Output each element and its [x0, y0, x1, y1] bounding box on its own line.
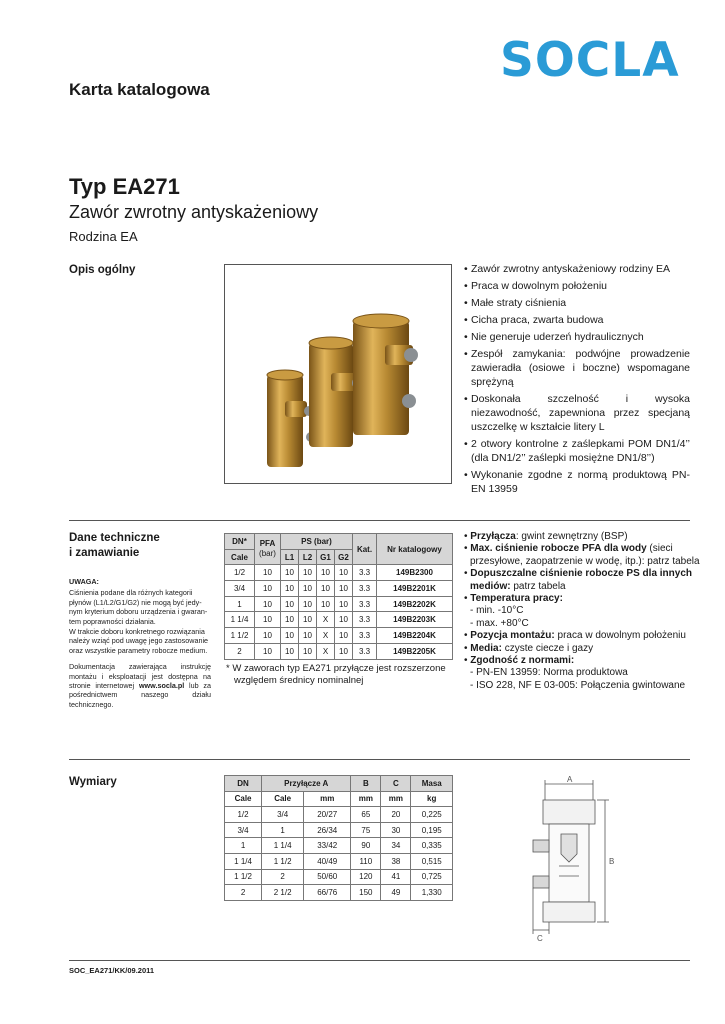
cell: 120 [351, 869, 381, 885]
spec-item: • Przyłącza: gwint zewnętrzny (BSP) [464, 531, 628, 542]
cell: 10 [317, 581, 335, 597]
cell: 3/4 [225, 822, 262, 838]
pfa-label: PFA [259, 539, 276, 549]
feature-item: • Nie generuje uderzeń hydraulicznych [464, 331, 690, 345]
table-row [225, 643, 453, 659]
cell: 10 [317, 596, 335, 612]
document-code: SOC_EA271/KK/09.2011 [69, 966, 155, 975]
col-c: C [381, 776, 411, 792]
cell: 1 [262, 822, 304, 838]
cell: 10 [255, 612, 281, 628]
dimension-drawing [521, 776, 631, 944]
section-divider [69, 759, 690, 760]
cell: 1 [225, 596, 255, 612]
cell: 10 [281, 565, 299, 581]
unit: kg [411, 791, 453, 807]
product-family: Rodzina EA [69, 229, 138, 244]
cell: 1 1/4 [262, 838, 304, 854]
cell: X [317, 643, 335, 659]
cell: 66/76 [304, 885, 351, 901]
cell: 34 [381, 838, 411, 854]
cell: 10 [335, 612, 353, 628]
cell: 10 [255, 565, 281, 581]
spec-item-cont: mediów: patrz tabela [470, 580, 566, 592]
dim-label-b: B [609, 857, 615, 866]
cell: 1 1/2 [225, 869, 262, 885]
cell: 0,195 [411, 822, 453, 838]
cell: 10 [299, 565, 317, 581]
catalog-number: 149B2202K [377, 596, 453, 612]
cell: 20 [381, 807, 411, 823]
feature-item: • 2 otwory kontrolne z zaślepkami POM DN1/4’’ (dla DN1/2’’ zaślepki mosiężne DN1/8’’) [464, 438, 690, 466]
spec-item-cont: przesyłowe, zaopatrzenie w wodę, itp.): patrz tabela [470, 555, 700, 567]
doc-text: Dokumentacja zawierająca instrukcję montażu i eksploatacji jest dostępna na stronie internetowej [69, 662, 211, 691]
cell: 0,515 [411, 853, 453, 869]
cell: 10 [299, 581, 317, 597]
catalog-number: 149B2201K [377, 581, 453, 597]
cell: 50/60 [304, 869, 351, 885]
cell: 1 1/2 [262, 853, 304, 869]
table-row [225, 596, 453, 612]
cell: 38 [381, 853, 411, 869]
logo-text: SOCLA [500, 33, 680, 84]
cell: 10 [281, 612, 299, 628]
cell: X [317, 628, 335, 644]
cell: 0,225 [411, 807, 453, 823]
col-catalog: Nr katalogowy [377, 534, 453, 565]
table-row [225, 838, 453, 854]
cell: 10 [255, 628, 281, 644]
table-row [225, 885, 453, 901]
catalog-number: 149B2205K [377, 643, 453, 659]
table-row [225, 628, 453, 644]
feature-item: • Cicha praca, zwarta budowa [464, 314, 690, 328]
cell: 10 [281, 581, 299, 597]
cell: 0,335 [411, 838, 453, 854]
cell: 41 [381, 869, 411, 885]
feature-item: • Zespół zamykania: podwójne prowadzenie zawieradła (osiowe i boczne) wspomagane sprężyną [464, 348, 690, 389]
cell: 10 [281, 596, 299, 612]
cell: 3.3 [353, 612, 377, 628]
table-row [225, 807, 453, 823]
spec-item: • Dopuszczalne ciśnienie robocze PS dla innych [464, 568, 693, 580]
spec-item: • Media: czyste ciecze i gazy [464, 642, 594, 654]
cell: 10 [335, 565, 353, 581]
cell: 10 [299, 596, 317, 612]
cell: 3.3 [353, 643, 377, 659]
unit: mm [351, 791, 381, 807]
cell: 40/49 [304, 853, 351, 869]
col-l2: L2 [299, 549, 317, 565]
cell: 10 [255, 596, 281, 612]
col-l1: L1 [281, 549, 299, 565]
cell: 90 [351, 838, 381, 854]
table-row [225, 822, 453, 838]
note-paragraph: W trakcie doboru konkretnego rozwiązania należy wziąć pod uwagę jego zastosowanie oraz wszystkie parametry robocze medium. [69, 627, 209, 655]
col-pfa [255, 534, 281, 565]
table-row [225, 612, 453, 628]
cell: 1 1/4 [225, 853, 262, 869]
cell: 3.3 [353, 565, 377, 581]
socla-logo [500, 32, 690, 84]
cell: 75 [351, 822, 381, 838]
feature-item: • Małe straty ciśnienia [464, 297, 690, 311]
cell: 2 [225, 643, 255, 659]
col-mass: Masa [411, 776, 453, 792]
cell: 110 [351, 853, 381, 869]
col-b: B [351, 776, 381, 792]
unit: mm [381, 791, 411, 807]
col-dn: DN [225, 776, 262, 792]
unit: mm [304, 791, 351, 807]
cell: 26/34 [304, 822, 351, 838]
cell: 3/4 [262, 807, 304, 823]
col-dn: DN* [225, 534, 255, 550]
cell: 10 [299, 643, 317, 659]
col-g1: G1 [317, 549, 335, 565]
feature-item: • Wykonanie zgodne z normą produktową PN-EN 13959 [464, 469, 690, 497]
cell: 20/27 [304, 807, 351, 823]
cell: X [317, 612, 335, 628]
footnote-line: * W zaworach typ EA271 przyłącze jest rozszerzone [226, 663, 446, 674]
cell: 1 1/4 [225, 612, 255, 628]
cell: 10 [335, 596, 353, 612]
cell: 1/2 [225, 565, 255, 581]
cell: 1 1/2 [225, 628, 255, 644]
cell: 3.3 [353, 628, 377, 644]
catalog-number: 149B2300 [377, 565, 453, 581]
feature-item: • Praca w dowolnym położeniu [464, 280, 690, 294]
heading-line: Dane techniczne [69, 532, 160, 544]
catalog-number: 149B2203K [377, 612, 453, 628]
documentation-note [69, 662, 211, 709]
feature-item: • Doskonała szczelność i wysoka niezawodność, zapewniona przez specjaną uszczelkę w kształcie litery L [464, 393, 690, 434]
col-dn-unit: Cale [225, 549, 255, 565]
table-row [225, 869, 453, 885]
cell: 65 [351, 807, 381, 823]
section-heading-technical [69, 531, 160, 561]
table-footnote [226, 663, 456, 687]
unit: Cale [262, 791, 304, 807]
col-g2: G2 [335, 549, 353, 565]
cell: 49 [381, 885, 411, 901]
general-features-list [464, 263, 690, 500]
cell: 2 [262, 869, 304, 885]
spec-item-cont: - max. +80°C [470, 617, 529, 629]
spec-item-cont: - PN-EN 13959: Norma produktowa [470, 667, 628, 679]
catalog-number: 149B2204K [377, 628, 453, 644]
heading-line: i zamawianie [69, 547, 140, 559]
technical-table [224, 533, 453, 660]
dim-label-c: C [537, 934, 543, 943]
cell: 0,725 [411, 869, 453, 885]
sheet-title: Karta katalogowa [69, 80, 210, 99]
feature-item: • Zawór zwrotny antyskażeniowy rodziny EA [464, 263, 690, 277]
brass-valves-photo-icon [225, 265, 451, 483]
note-paragraph: Ciśnienia podane dla różnych kategorii płynów (L1/L2/G1/G2) nie mogą być jedy-nym kryterium doboru urządzenia i gwaran-tem poprawności działania. [69, 588, 208, 626]
unit: Cale [225, 791, 262, 807]
cell: 10 [335, 643, 353, 659]
product-photo [224, 264, 452, 484]
cell: 10 [335, 581, 353, 597]
spec-item: • Max. ciśnienie robocze PFA dla wody (sieci [464, 543, 673, 555]
cell: 30 [381, 822, 411, 838]
cell: 10 [299, 612, 317, 628]
col-ps: PS (bar) [281, 534, 353, 550]
footer-divider [69, 960, 690, 961]
cell: 3.3 [353, 581, 377, 597]
footnote-line: względem średnicy nominalnej [234, 675, 364, 686]
spec-item: • Temperatura pracy: [464, 593, 563, 605]
dim-label-a: A [567, 776, 573, 784]
table-row [225, 565, 453, 581]
spec-item: • Pozycja montażu: praca w dowolnym położeniu [464, 630, 686, 642]
specifications-list [464, 531, 700, 692]
cell: 10 [317, 565, 335, 581]
section-heading-dimensions: Wymiary [69, 776, 117, 788]
spec-item-cont: - ISO 228, NF E 03-005: Połączenia gwintowane [470, 679, 686, 691]
cell: 2 1/2 [262, 885, 304, 901]
cell: 2 [225, 885, 262, 901]
dimensions-table [224, 775, 453, 901]
col-kat: Kat. [353, 534, 377, 565]
cell: 10 [299, 628, 317, 644]
section-divider [69, 520, 690, 521]
pfa-unit: (bar) [259, 549, 276, 559]
col-conn: Przyłącze A [262, 776, 351, 792]
website-link[interactable]: www.socla.pl [138, 681, 185, 691]
cell: 1,330 [411, 885, 453, 901]
section-heading-general: Opis ogólny [69, 264, 136, 276]
cell: 1/2 [225, 807, 262, 823]
cell: 150 [351, 885, 381, 901]
cell: 10 [255, 643, 281, 659]
technical-note [69, 577, 211, 709]
product-subtitle: Zawór zwrotny antyskażeniowy [69, 202, 319, 222]
spec-item-cont: - min. -10°C [470, 605, 524, 617]
table-row [225, 581, 453, 597]
note-title: UWAGA: [69, 577, 99, 586]
cell: 3/4 [225, 581, 255, 597]
cell: 10 [335, 628, 353, 644]
cell: 3.3 [353, 596, 377, 612]
doc-text: lub za pośrednictwem naszego działu technicznego. [69, 681, 212, 709]
cell: 10 [281, 628, 299, 644]
cell: 33/42 [304, 838, 351, 854]
cell: 10 [255, 581, 281, 597]
cell: 1 [225, 838, 262, 854]
cell: 10 [281, 643, 299, 659]
table-row [225, 853, 453, 869]
spec-item: • Zgodność z normami: [464, 655, 575, 667]
page-title: Typ EA271 [69, 174, 180, 199]
